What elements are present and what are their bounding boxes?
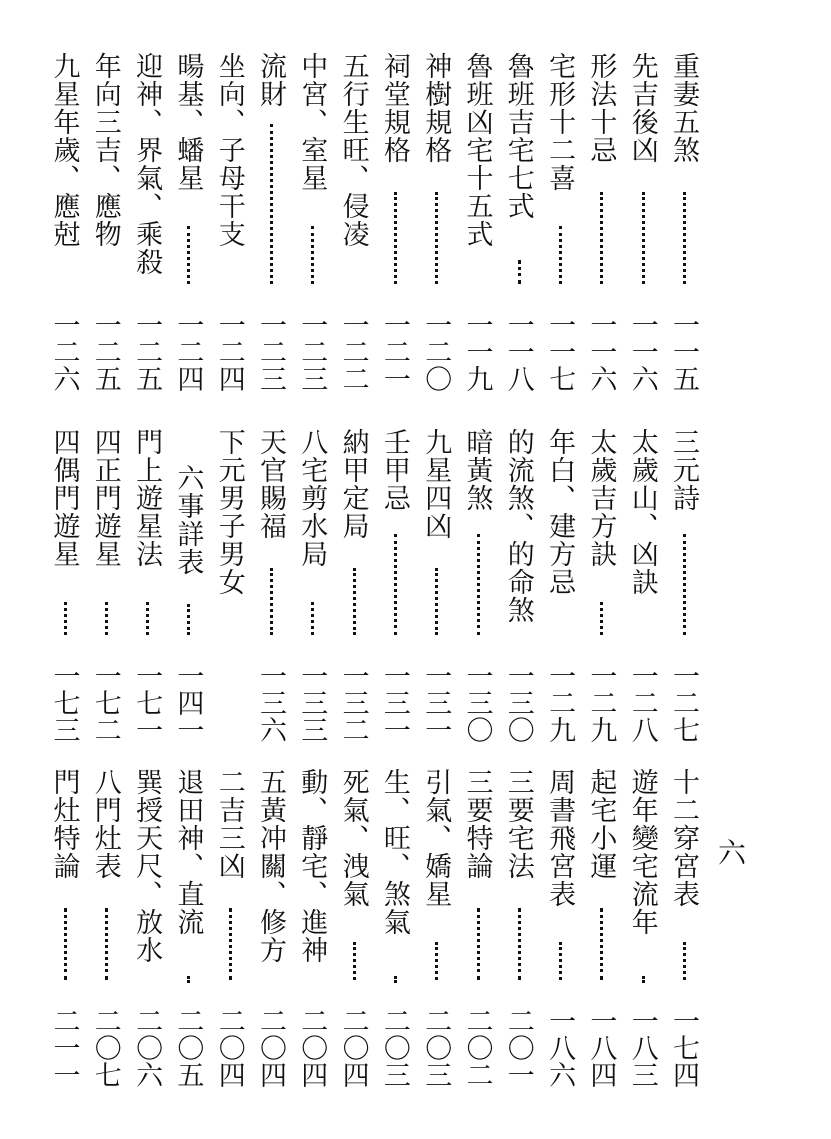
toc-entry — [129, 52, 163, 392]
toc-entry-title: 年向三吉、應物 — [89, 52, 121, 248]
page-number: 六 — [714, 838, 747, 866]
toc-entry-title: 壬甲忌 — [378, 428, 410, 512]
toc-entry — [501, 428, 535, 743]
toc-entry-title: 迎神、界氣、乘殺 — [131, 52, 163, 276]
toc-entry-page: 一二九 — [585, 662, 617, 743]
toc-entry-page: 一一八 — [502, 311, 534, 392]
toc-entry-title: 中宮、室星 — [296, 52, 328, 192]
dot-leader — [229, 908, 232, 980]
dot-leader — [146, 602, 149, 635]
toc-entry-page: 一一五 — [668, 311, 699, 392]
toc-entry-title: 四偶門遊星 — [48, 428, 80, 568]
toc-entry — [501, 768, 535, 1088]
toc-entry-page: 一二五 — [89, 311, 121, 392]
toc-entry-page: 一二三 — [255, 311, 286, 392]
toc-entry — [460, 768, 494, 1088]
toc-entry-page: 一三一 — [420, 662, 452, 743]
dot-leader — [435, 942, 438, 980]
toc-entry-title: 形法十忌 — [585, 52, 617, 164]
toc-entry-page: 二〇四 — [296, 1007, 328, 1088]
toc-entry-page: 二〇七 — [89, 1007, 121, 1088]
toc-entry — [294, 52, 328, 392]
toc-entry — [583, 52, 617, 392]
toc-entry — [47, 768, 81, 1088]
toc-entry — [212, 52, 246, 392]
toc-entry-title: 神樹規格 — [420, 52, 452, 164]
toc-entry — [542, 52, 576, 392]
toc-entry-page: 一三一 — [378, 662, 410, 743]
toc-entry-page: 二一一 — [48, 1007, 80, 1088]
toc-entry-title: 周書飛宮表 — [544, 768, 576, 908]
toc-entry-page: 二〇一 — [502, 1007, 534, 1088]
toc-entry-page: 一三六 — [255, 662, 286, 743]
toc-entry — [170, 52, 204, 392]
dot-leader — [518, 908, 521, 980]
dot-leader — [683, 942, 686, 980]
toc-entry-page: 一一六 — [626, 311, 658, 392]
dot-leader — [394, 976, 397, 980]
toc-entry-page: 一二三 — [296, 311, 328, 392]
toc-entry-title: 四正門遊星 — [89, 428, 121, 568]
toc-entry — [336, 428, 370, 743]
toc-entry-page: 一七三 — [48, 662, 80, 743]
dot-leader — [311, 602, 314, 635]
toc-entry — [625, 428, 659, 743]
toc-entry-page: 一三三 — [296, 662, 328, 743]
toc-entry-title: 祠堂規格 — [378, 52, 410, 164]
dot-leader — [477, 534, 480, 635]
toc-entry — [377, 52, 411, 392]
dot-leader — [600, 908, 603, 980]
toc-entry — [47, 428, 81, 743]
dot-leader — [187, 226, 190, 284]
toc-entry-page: 二〇三 — [378, 1007, 410, 1088]
toc-entry-title: 死氣、洩氣 — [337, 768, 369, 908]
toc-entry-title: 起宅小運 — [585, 768, 617, 880]
toc-entry — [253, 428, 287, 743]
toc-entry-title: 生、旺、煞氣 — [378, 768, 410, 936]
toc-entry-page: 一一六 — [585, 311, 617, 392]
dot-leader — [353, 568, 356, 635]
toc-entry-page: 二〇四 — [213, 1007, 245, 1088]
toc-entry — [212, 428, 246, 743]
toc-entry — [336, 768, 370, 1088]
toc-entry — [542, 428, 576, 743]
toc-entry — [583, 428, 617, 743]
toc-entry-title: 宅形十二喜 — [544, 52, 576, 192]
toc-entry-page: 二〇四 — [255, 1007, 286, 1088]
toc-entry-title: 巽授天尺、放水 — [131, 768, 163, 964]
toc-entry-title: 魯班吉宅七式 — [502, 52, 534, 220]
toc-entry-title: 二吉三凶 — [213, 768, 245, 880]
toc-entry-page: 二〇四 — [337, 1007, 369, 1088]
toc-entry-title: 八門灶表 — [89, 768, 121, 880]
dot-leader — [187, 604, 190, 635]
toc-entry-title: 五行生旺、侵凌 — [337, 52, 369, 248]
toc-entry — [418, 768, 452, 1088]
toc-entry-title: 下元男子男女 — [213, 428, 245, 596]
toc-entry-title: 暗黃煞 — [461, 428, 493, 512]
toc-entry-title: 引氣、嬌星 — [420, 768, 452, 908]
toc-entry-title: 三要宅法 — [502, 768, 534, 880]
toc-entry-page: 一七二 — [89, 662, 121, 743]
toc-entry-title: 太歲山、凶訣 — [626, 428, 658, 596]
toc-entry-page: 一八三 — [626, 1007, 658, 1088]
toc-entry-page: 一二七 — [668, 662, 699, 743]
toc-entry-page: 一三〇 — [502, 662, 534, 743]
toc-entry-title: 五黃冲關、修方 — [255, 768, 286, 964]
toc-entry-page: 一三〇 — [461, 662, 493, 743]
toc-entry — [501, 52, 535, 392]
toc-entry — [88, 52, 122, 392]
toc-entry-title: 門上遊星法 — [131, 428, 163, 568]
toc-entry-title: 動、靜宅、進神 — [296, 768, 328, 964]
toc-entry — [460, 52, 494, 392]
dot-leader — [105, 908, 108, 980]
dot-leader — [600, 192, 603, 284]
toc-entry — [666, 768, 700, 1088]
dot-leader — [64, 908, 67, 980]
toc-entry-page: 一七一 — [131, 662, 163, 743]
toc-entry — [129, 768, 163, 1088]
dot-leader — [642, 976, 645, 980]
toc-entry-title: 九星四凶 — [420, 428, 452, 540]
toc-entry-title: 納甲定局 — [337, 428, 369, 540]
toc-entry-page: 一二四 — [213, 311, 245, 392]
dot-leader — [353, 942, 356, 980]
dot-leader — [683, 534, 686, 635]
toc-entry — [253, 768, 287, 1088]
toc-entry-page: 一二四 — [172, 311, 204, 392]
toc-entry-page: 一三二 — [337, 662, 369, 743]
toc-entry-page: 二〇六 — [131, 1007, 163, 1088]
toc-entry — [625, 52, 659, 392]
toc-entry — [47, 52, 81, 392]
toc-entry-title: 門灶特論 — [48, 768, 80, 880]
toc-entry-page: 一二二 — [337, 311, 369, 392]
toc-entry-page: 一一九 — [461, 311, 493, 392]
toc-entry-title: 暘基、蟠星 — [172, 52, 204, 192]
toc-entry — [377, 428, 411, 743]
toc-entry — [294, 428, 328, 743]
toc-entry-title: 坐向、子母干支 — [213, 52, 245, 248]
toc-section-1 — [40, 52, 700, 392]
toc-entry-page: 一二八 — [626, 662, 658, 743]
dot-leader — [683, 192, 686, 284]
toc-entry-title: 魯班凶宅十五式 — [461, 52, 493, 248]
toc-entry-title: 先吉後凶 — [626, 52, 658, 164]
dot-leader — [394, 192, 397, 284]
toc-entry — [170, 428, 204, 743]
toc-entry-title: 天官賜福 — [255, 428, 286, 540]
toc-entry-page: 一一七 — [544, 311, 576, 392]
dot-leader — [435, 192, 438, 284]
toc-entry-page: 一二〇 — [420, 311, 452, 392]
dot-leader — [187, 976, 190, 980]
dot-leader — [270, 124, 273, 284]
toc-entry — [253, 52, 287, 392]
dot-leader — [394, 534, 397, 635]
toc-entry — [542, 768, 576, 1088]
toc-entry-title: 年白、建方忌 — [544, 428, 576, 596]
dot-leader — [518, 260, 521, 284]
toc-entry — [460, 428, 494, 743]
dot-leader — [311, 226, 314, 284]
toc-entry-page: 一二六 — [48, 311, 80, 392]
toc-entry-page: 一八四 — [585, 1007, 617, 1088]
toc-entry — [336, 52, 370, 392]
toc-entry — [625, 768, 659, 1088]
dot-leader — [64, 602, 67, 635]
toc-entry-title: 流財 — [255, 52, 286, 108]
dot-leader — [600, 602, 603, 635]
toc-section-3 — [40, 768, 700, 1088]
toc-entry-title: 三要特論 — [461, 768, 493, 880]
toc-entry-page: 二〇五 — [172, 1007, 204, 1088]
toc-entry-title: 重妻五煞 — [668, 52, 699, 164]
dot-leader — [642, 192, 645, 284]
toc-entry-title: 太歲吉方訣 — [585, 428, 617, 568]
dot-leader — [270, 568, 273, 635]
toc-entry — [418, 428, 452, 743]
toc-entry — [212, 768, 246, 1088]
toc-entry-page: 二〇二 — [461, 1007, 493, 1088]
toc-entry-page: 一四一 — [172, 662, 204, 743]
toc-entry — [418, 52, 452, 392]
toc-entry — [170, 768, 204, 1088]
toc-entry-page: 二〇三 — [420, 1007, 452, 1088]
toc-entry — [88, 428, 122, 743]
toc-entry — [294, 768, 328, 1088]
dot-leader — [105, 602, 108, 635]
toc-entry-page: 一二一 — [378, 311, 410, 392]
toc-entry-title: 九星年歲、應尅 — [48, 52, 80, 248]
toc-entry-title: 八宅剪水局 — [296, 428, 328, 568]
dot-leader — [477, 908, 480, 980]
toc-entry — [666, 428, 700, 743]
toc-entry-page: 一二九 — [544, 662, 576, 743]
toc-entry-title: 十二穿宮表 — [668, 768, 699, 908]
toc-entry — [377, 768, 411, 1088]
toc-entry — [666, 52, 700, 392]
toc-entry-page: 一二五 — [131, 311, 163, 392]
toc-entry-page: 一八六 — [544, 1007, 576, 1088]
toc-entry-title: 六事詳表 — [172, 464, 204, 576]
toc-entry — [583, 768, 617, 1088]
toc-entry-page: 一七四 — [668, 1007, 699, 1088]
dot-leader — [559, 226, 562, 284]
dot-leader — [559, 942, 562, 980]
toc-entry — [88, 768, 122, 1088]
toc-entry-title: 遊年變宅流年 — [626, 768, 658, 936]
dot-leader — [435, 568, 438, 635]
toc-entry-title: 三元詩 — [668, 428, 699, 512]
toc-entry — [129, 428, 163, 743]
toc-section-2 — [40, 428, 700, 743]
toc-entry-title: 退田神、直流 — [172, 768, 204, 936]
toc-entry-title: 的流煞、的命煞 — [502, 428, 534, 624]
